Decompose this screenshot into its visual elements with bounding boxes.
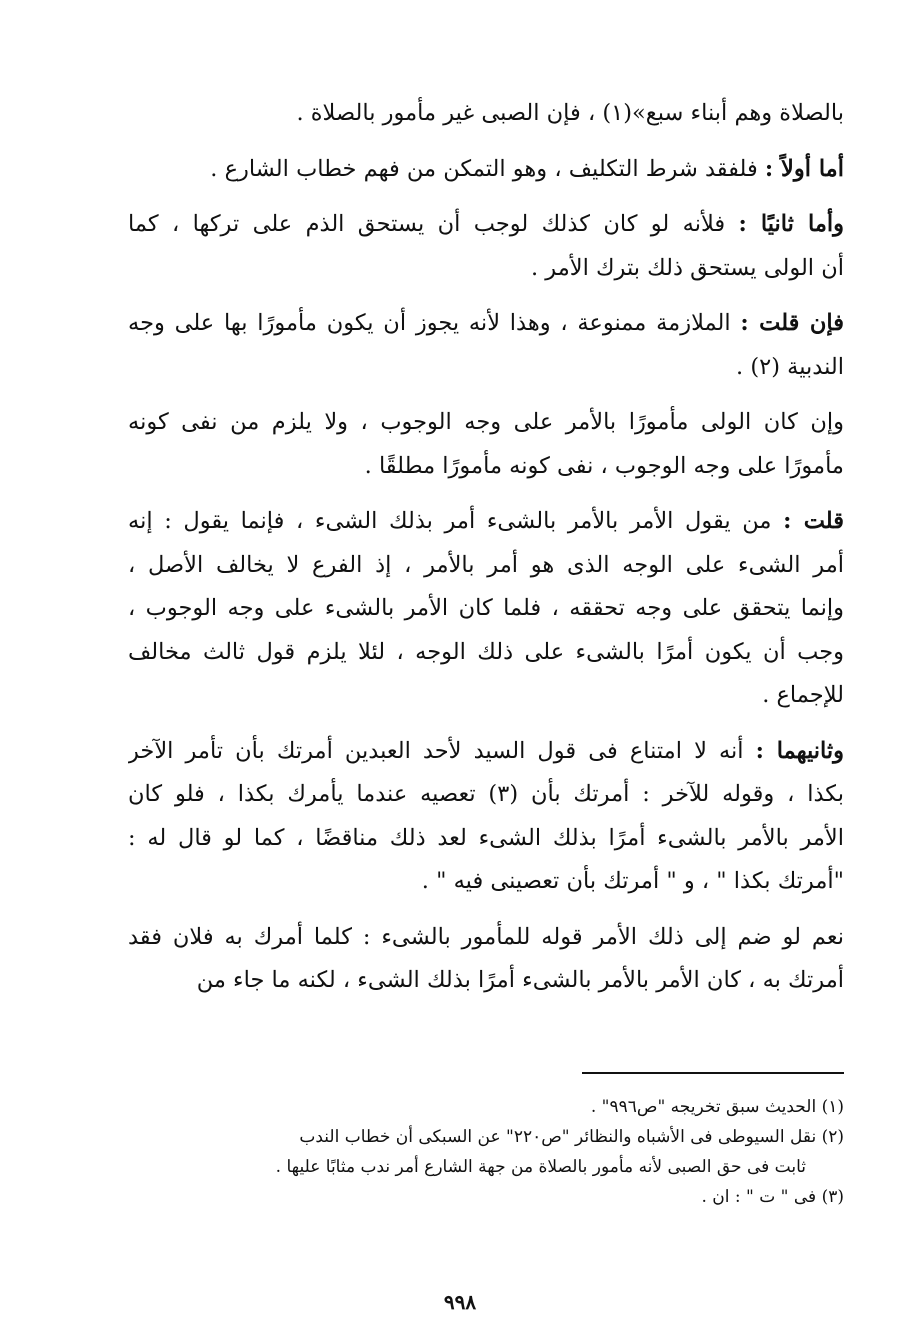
footnote-2-continuation: ثابت فى حق الصبى لأنه مأمور بالصلاة من جهة الشارع أمر ندب مثابًا عليها . xyxy=(275,1157,806,1177)
text-line xyxy=(128,302,844,346)
paragraph xyxy=(128,401,844,488)
line-text: وإن كان الولى مأمورًا بالأمر على وجه الوجوب ، ولا يلزم من نفى كونه xyxy=(128,409,844,435)
line-text: أمرتك به ، كان الأمر بالأمر بالشىء أمرًا بذلك الشىء ، لكنه ما جاء من xyxy=(196,967,844,993)
line-text: فلأنه لو كان كذلك لوجب أن يستحق الذم على تركها ، كما xyxy=(128,211,739,237)
paragraph xyxy=(128,148,844,192)
paragraph xyxy=(128,203,844,290)
paragraph xyxy=(128,500,844,718)
paragraph-lead: أما أولاً : xyxy=(764,155,844,182)
text-line xyxy=(128,674,844,718)
text-line xyxy=(128,445,844,489)
paragraph-lead: قلت : xyxy=(783,508,844,534)
line-text: "أمرتك بكذا " ، و " أمرتك بأن تعصينى فيه " . xyxy=(421,868,844,894)
text-line xyxy=(128,773,844,817)
line-text: فلفقد شرط التكليف ، وهو التمكن من فهم خطاب الشارع . xyxy=(210,155,765,182)
line-text: بكذا ، وقوله للآخر : أمرتك بأن (٣) تعصيه عندما يأمرك بكذا ، فلو كان xyxy=(128,781,844,807)
text-line xyxy=(128,916,844,960)
text-line xyxy=(128,500,844,544)
footnotes xyxy=(128,1092,844,1212)
text-line xyxy=(128,817,844,861)
line-text: الأمر بالأمر بالشىء أمرًا بذلك الشىء لعد ذلك مناقضًا ، كما لو قال له : xyxy=(128,824,844,851)
text-line xyxy=(128,247,844,291)
text-line xyxy=(128,587,844,631)
line-text: بالصلاة وهم أبناء سبع»(١) ، فإن الصبى غير مأمور بالصلاة . xyxy=(296,100,844,126)
footnote-1: (١) الحديث سبق تخريجه "ص٩٩٦" . xyxy=(590,1097,844,1117)
paragraph xyxy=(128,92,844,136)
line-text: الندبية (٢) . xyxy=(736,353,844,380)
footnote-2: (٢) نقل السيوطى فى الأشباه والنظائر "ص٢٢٠" عن السبكى أن خطاب الندب xyxy=(299,1127,844,1147)
text-line xyxy=(128,631,844,675)
text-line xyxy=(128,959,844,1003)
body-text xyxy=(128,92,844,1015)
line-text: أنه لا امتناع فى قول السيد لأحد العبدين أمرتك بأن تأمر الآخر xyxy=(128,737,756,764)
line-text: أمر الشىء على الوجه الذى هو أمر بالأمر ، إذ الفرع لا يخالف الأصل ، xyxy=(128,551,844,578)
paragraph-lead: وثانيهما : xyxy=(755,737,844,764)
footnote-3: (٣) فى " ت " : ان . xyxy=(701,1187,844,1207)
line-text: أن الولى يستحق ذلك بترك الأمر . xyxy=(531,254,844,281)
line-text: وجب أن يكون أمرًا بالشىء على ذلك الوجه ، لئلا يلزم قول ثالث مخالف xyxy=(128,638,844,665)
text-line xyxy=(128,203,844,247)
line-text: مأمورًا على وجه الوجوب ، نفى كونه مأمورًا مطلقًا . xyxy=(364,452,844,479)
line-text: للإجماع . xyxy=(762,682,844,708)
text-line xyxy=(128,544,844,588)
text-line xyxy=(128,92,844,136)
page-number: ٩٩٨ xyxy=(443,1290,477,1314)
text-line xyxy=(128,346,844,390)
line-text: من يقول الأمر بالأمر بالشىء أمر بذلك الشىء ، فإنما يقول : إنه xyxy=(128,508,784,534)
line-text: الملازمة ممنوعة ، وهذا لأنه يجوز أن يكون مأمورًا بها على وجه xyxy=(128,310,741,336)
text-line xyxy=(128,860,844,904)
paragraph xyxy=(128,730,844,904)
text-line xyxy=(128,148,844,192)
paragraph-lead: فإن قلت : xyxy=(740,310,844,336)
line-text: نعم لو ضم إلى ذلك الأمر قوله للمأمور بالشىء : كلما أمرك به فلان فقد xyxy=(128,923,844,950)
text-line xyxy=(128,730,844,774)
paragraph xyxy=(128,916,844,1003)
line-text: وإنما يتحقق على وجه تحققه ، فلما كان الأمر بالشىء على وجه الوجوب ، xyxy=(128,595,844,621)
footnote-divider xyxy=(582,1072,844,1074)
paragraph-lead: وأما ثانيًا : xyxy=(738,211,844,237)
paragraph xyxy=(128,302,844,389)
text-line xyxy=(128,401,844,445)
